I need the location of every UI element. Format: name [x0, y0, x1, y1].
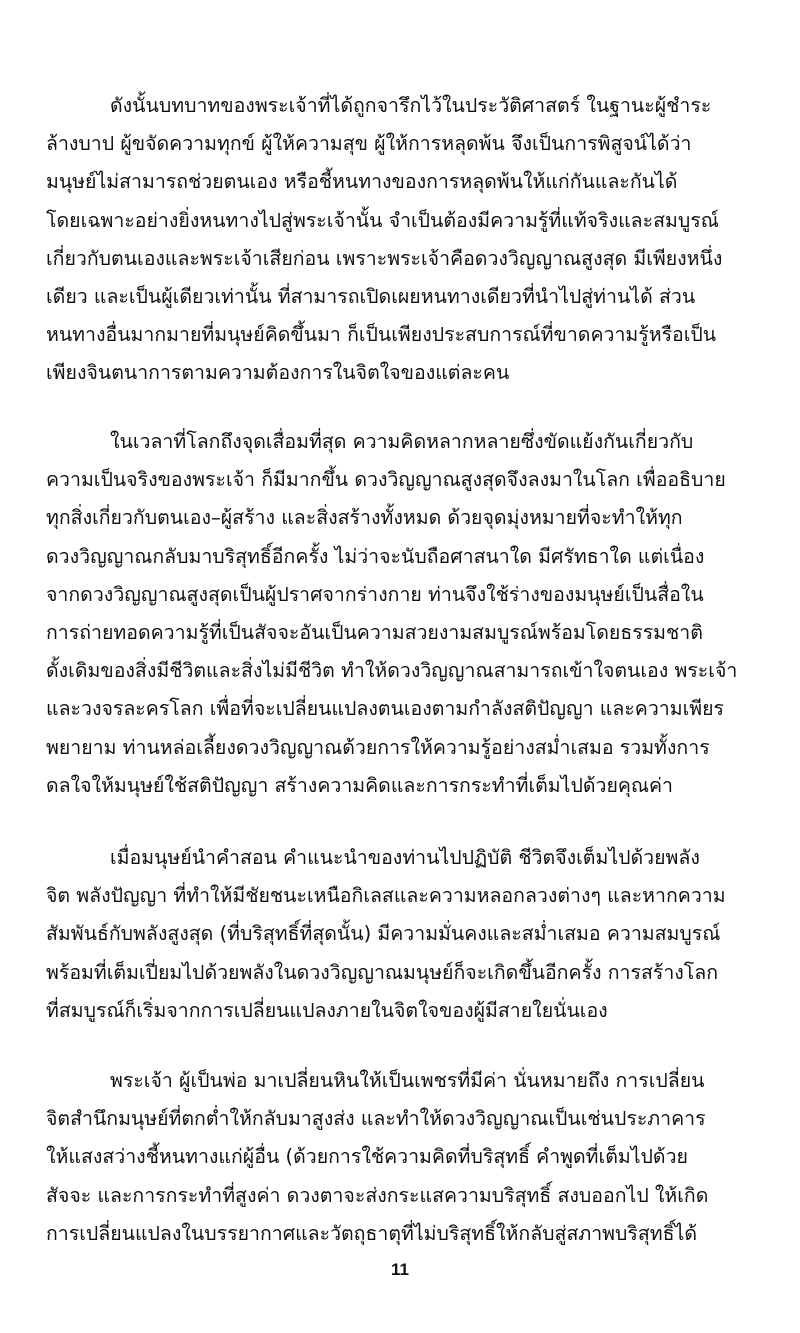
text-line: และวงจรละครโลก เพื่อที่จะเปลี่ยนแปลงตนเองตามกำลังสติปัญญา และความเพียร — [46, 697, 724, 721]
text-line: ดวงวิญญาณกลับมาบริสุทธิ์อีกครั้ง ไม่ว่าจะนับถือศาสนาใด มีศรัทธาใด แต่เนื่อง — [46, 544, 705, 568]
page-number: 11 — [391, 1260, 409, 1279]
text-line: ที่สมบูรณ์ก็เริ่มจากการเปลี่ยนแปลงภายในจิตใจของผู้มีสายใยนั่นเอง — [46, 998, 608, 1022]
text-line: เพียงจินตนาการตามความต้องการในจิตใจของแต่ละคน — [46, 361, 510, 385]
text-line: จิต พลังปัญญา ที่ทำให้มีชัยชนะเหนือกิเลสและความหลอกลวงต่างๆ และหากความ — [46, 884, 726, 908]
paragraph-1 — [46, 87, 762, 393]
paragraph-2 — [46, 423, 762, 805]
text-line: ให้แสงสว่างชี้หนทางแก่ผู้อื่น (ด้วยการใช้ความคิดที่บริสุทธิ์ คำพูดที่เต็มไปด้วย — [46, 1145, 688, 1169]
text-line: หนทางอื่นมากมายที่มนุษย์คิดขึ้นมา ก็เป็นเพียงประสบการณ์ที่ขาดความรู้หรือเป็น — [46, 323, 717, 347]
text-line: พร้อมที่เต็มเปี่ยมไปด้วยพลังในดวงวิญญาณมนุษย์ก็จะเกิดขึ้นอีกครั้ง การสร้างโลก — [46, 960, 719, 984]
paragraph-3 — [46, 839, 762, 1030]
text-line: ดังนั้นบทบาทของพระเจ้าที่ได้ถูกจารึกไว้ในประวัติศาสตร์ ในฐานะผู้ชำระ — [110, 94, 712, 117]
text-line: ดั้งเดิมของสิ่งมีชีวิตและสิ่งไม่มีชีวิต ทำให้ดวงวิญญาณสามารถเข้าใจตนเอง พระเจ้า — [46, 659, 738, 683]
text-line: การเปลี่ยนแปลงในบรรยากาศและวัตถุธาตุที่ไม่บริสุทธิ์ให้กลับสู่สภาพบริสุทธิ์ได้ — [46, 1221, 697, 1245]
text-line: พระเจ้า ผู้เป็นพ่อ มาเปลี่ยนหินให้เป็นเพชรที่มีค่า นั่นหมายถึง การเปลี่ยน — [110, 1069, 705, 1092]
text-line: สัจจะ และการกระทำที่สูงค่า ดวงตาจะส่งกระแสความบริสุทธิ์ สงบออกไป ให้เกิด — [46, 1183, 709, 1207]
text-line: ทุกสิ่งเกี่ยวกับตนเอง–ผู้สร้าง และสิ่งสร้างทั้งหมด ด้วยจุดมุ่งหมายที่จะทำให้ทุก — [46, 506, 683, 530]
text-line: มนุษย์ไม่สามารถช่วยตนเอง หรือชี้หนทางของการหลุดพ้นให้แก่กันและกันได้ — [46, 170, 678, 194]
text-line: เมื่อมนุษย์นำคำสอน คำแนะนำของท่านไปปฏิบัติ ชีวิตจึงเต็มไปด้วยพลัง — [110, 846, 700, 869]
text-line: ความเป็นจริงของพระเจ้า ก็มีมากขึ้น ดวงวิญญาณสูงสุดจึงลงมาในโลก เพื่ออธิบาย — [46, 468, 726, 492]
text-line: เดียว และเป็นผู้เดียวเท่านั้น ที่สามารถเปิดเผยหนทางเดียวที่นำไปสู่ท่านได้ ส่วน — [46, 284, 696, 308]
text-line: จากดวงวิญญาณสูงสุดเป็นผู้ปราศจากร่างกาย ท่านจึงใช้ร่างของมนุษย์เป็นสื่อใน — [46, 582, 704, 606]
text-line: ในเวลาที่โลกถึงจุดเสื่อมที่สุด ความคิดหลากหลายซึ่งขัดแย้งกันเกี่ยวกับ — [110, 430, 694, 453]
text-line: จิตสำนึกมนุษย์ที่ตกต่ำให้กลับมาสูงส่ง และทำให้ดวงวิญญาณเป็นเช่นประภาคาร — [46, 1107, 706, 1131]
text-line: ดลใจให้มนุษย์ใช้สติปัญญา สร้างความคิดและการกระทำที่เต็มไปด้วยคุณค่า — [46, 773, 673, 797]
text-line: การถ่ายทอดความรู้ที่เป็นสัจจะอันเป็นความสวยงามสมบูรณ์พร้อมโดยธรรมชาติ — [46, 620, 703, 644]
paragraph-4 — [46, 1062, 762, 1253]
text-line: เกี่ยวกับตนเองและพระเจ้าเสียก่อน เพราะพระเจ้าคือดวงวิญญาณสูงสุด มีเพียงหนึ่ง — [46, 246, 723, 270]
text-line: โดยเฉพาะอย่างยิ่งหนทางไปสู่พระเจ้านั้น จำเป็นต้องมีความรู้ที่แท้จริงและสมบูรณ์ — [46, 208, 719, 232]
text-line: ล้างบาป ผู้ขจัดความทุกข์ ผู้ให้ความสุข ผู้ให้การหลุดพ้น จึงเป็นการพิสูจน์ได้ว่า — [46, 132, 692, 156]
text-line: สัมพันธ์กับพลังสูงสุด (ที่บริสุทธิ์ที่สุดนั้น) มีความมั่นคงและสม่ำเสมอ ความสมบูรณ์ — [46, 922, 721, 946]
text-line: พยายาม ท่านหล่อเลี้ยงดวงวิญญาณด้วยการให้ความรู้อย่างสม่ำเสมอ รวมทั้งการ — [46, 735, 710, 759]
